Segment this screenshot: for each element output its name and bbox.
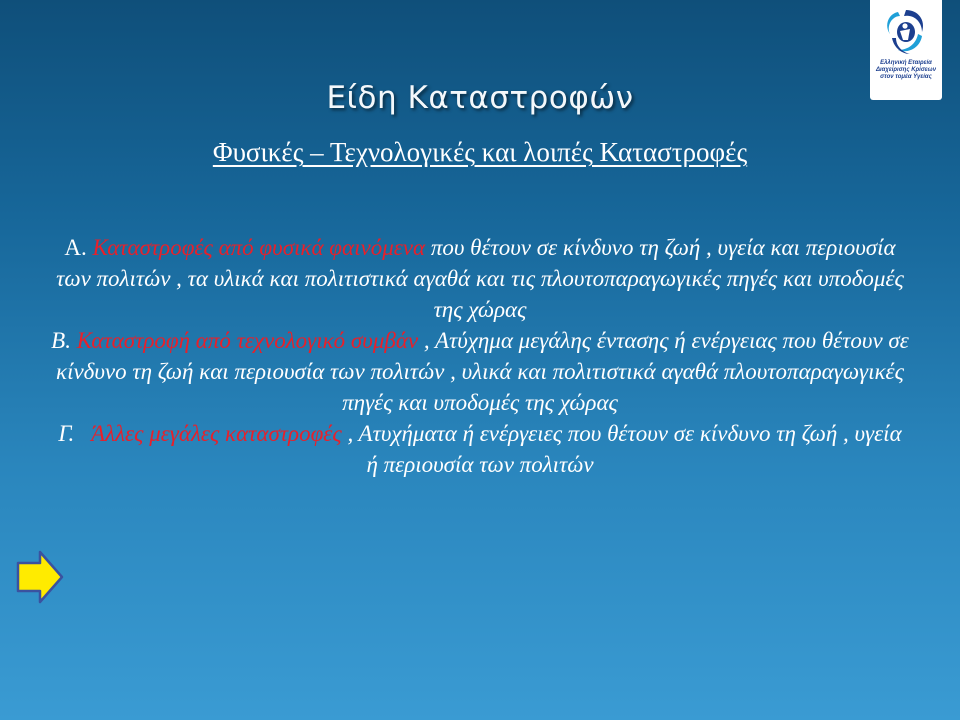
slide-body	[50, 232, 910, 480]
item-c-text: , Ατυχήματα ή ενέργειες που θέτουν σε κίνδυνο τη ζωή , υγεία ή περιουσία των πολιτών	[341, 421, 902, 477]
item-b-text: , Ατύχημα μεγάλης έντασης ή ενέργειας που θέτουν σε κίνδυνο τη ζωή και περιουσία των πολιτών , υλικά και πολιτιστικά αγαθά πλουτοπαραγωγικές πηγές και υποδομές της χώρας	[56, 328, 909, 415]
item-a-highlight: Καταστροφές από φυσικά φαινόμενα	[92, 235, 426, 260]
arrow-right-icon	[16, 549, 64, 605]
page-subtitle: Φυσικές – Τεχνολογικές και λοιπές Καταστροφές	[212, 137, 748, 167]
item-a	[50, 232, 910, 325]
item-c-letter: Γ.	[58, 421, 75, 446]
item-c	[50, 418, 910, 480]
logo-icon	[884, 8, 928, 58]
item-b-highlight: Καταστροφή από τεχνολογικό συμβάν	[76, 328, 419, 353]
item-b	[50, 325, 910, 418]
item-a-letter: Α.	[64, 235, 87, 260]
page-title: Είδη Καταστροφών	[326, 80, 634, 116]
item-c-highlight: Άλλες μεγάλες καταστροφές	[91, 421, 342, 446]
logo-text: Ελληνική Εταιρεία Διαχείρισης Κρίσεων στον τομέα Υγείας	[875, 60, 937, 80]
item-a-text: που θέτουν σε κίνδυνο τη ζωή , υγεία και περιουσία των πολιτών , τα υλικά και πολιτιστικά αγαθά και τις πλουτοπαραγωγικές πηγές και υποδομές της χώρας	[56, 235, 904, 322]
item-b-letter: Β.	[51, 328, 71, 353]
